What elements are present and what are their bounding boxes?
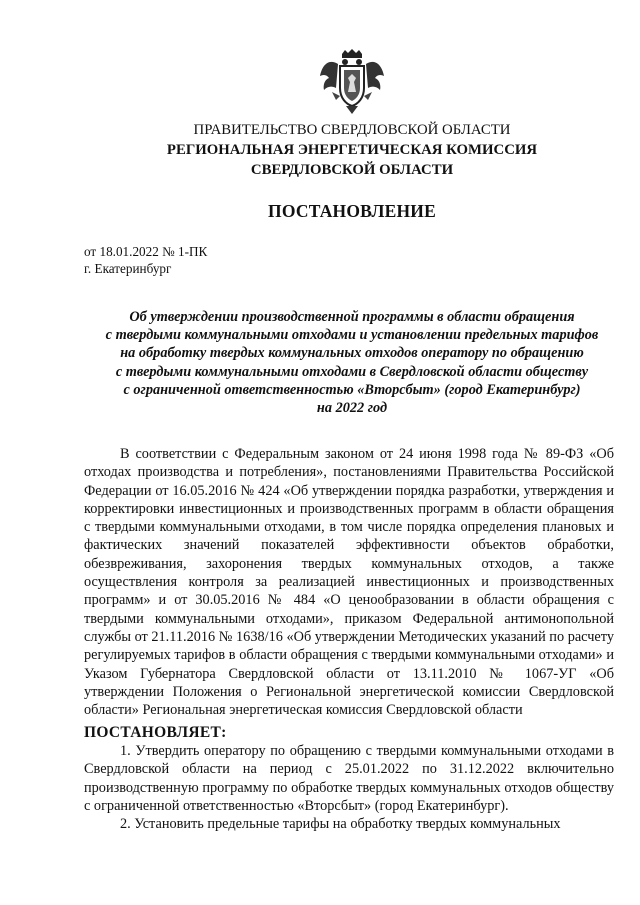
decree-item-2: 2. Установить предельные тарифы на обработку твердых коммунальных: [120, 816, 561, 833]
document-date-number: от 18.01.2022 № 1-ПК: [84, 244, 208, 259]
subject-line: с ограниченной ответственностью «Вторсбыт» (город Екатеринбург): [123, 381, 581, 398]
government-name: ПРАВИТЕЛЬСТВО СВЕРДЛОВСКОЙ ОБЛАСТИ: [193, 122, 511, 138]
decree-item-1: 1. Утвердить оператору по обращению с твердыми коммунальными отходами в Свердловской области на период с 25.01.2022 по 31.12.2022 включительно производственную программу по обработке твердых коммунальных отходов обществу с ограниченной ответственностью «Вторсбыт» (город Екатеринбург).: [84, 743, 614, 814]
coat-of-arms-emblem: [318, 48, 386, 116]
decree-items: [84, 742, 614, 833]
commission-name-line1: РЕГИОНАЛЬНАЯ ЭНЕРГЕТИЧЕСКАЯ КОМИССИЯ: [166, 142, 538, 158]
document-type-title: ПОСТАНОВЛЕНИЕ: [268, 201, 436, 221]
document-place: г. Екатеринбург: [84, 261, 172, 276]
subject-line: с твердыми коммунальными отходами в Свердловской области обществу: [115, 363, 589, 380]
document-subject: [66, 308, 638, 417]
preamble-text: В соответствии с Федеральным законом от 24 июня 1998 года № 89-ФЗ «Об отходах производства и потребления», постановлениями Правительства Российской Федерации от 16.05.2016 № 424 «Об утверждении порядка разработки, утверждения и корректировки инвестиционных и производственных программ в области обращения с твердыми коммунальными отходами, в том числе порядка определения плановых и фактических значений показателей эффективности объектов обработки, обезвреживания, захоронения твердых коммунальных отходов, а также осуществления контроля за реализацией инвестиционных и производственных программ» и от 30.05.2016 № 484 «О ценообразовании в области обращения с твердыми коммунальными отходами», приказом Федеральной антимонопольной службы от 21.11.2016 № 1638/16 «Об утверждении Методических указаний по расчету регулируемых тарифов в области обращения с твердыми коммунальными отходами» и Указом Губернатора Свердловской области от 13.11.2010 № 1067-УГ «Об утверждении Положения о Региональной энергетической комиссии Свердловской области» Региональная энергетическая комиссия Свердловской области: [84, 446, 614, 719]
preamble: [84, 445, 614, 719]
subject-line: Об утверждении производственной программы в области обращения: [129, 309, 575, 325]
subject-line: с твердыми коммунальными отходами и установлении предельных тарифов: [105, 327, 599, 344]
subject-line: на 2022 год: [316, 400, 388, 417]
decree-keyword: ПОСТАНОВЛЯЕТ:: [84, 724, 227, 741]
subject-line: на обработку твердых коммунальных отходов оператору по обращению: [120, 345, 584, 362]
commission-name-line2: СВЕРДЛОВСКОЙ ОБЛАСТИ: [250, 162, 454, 178]
